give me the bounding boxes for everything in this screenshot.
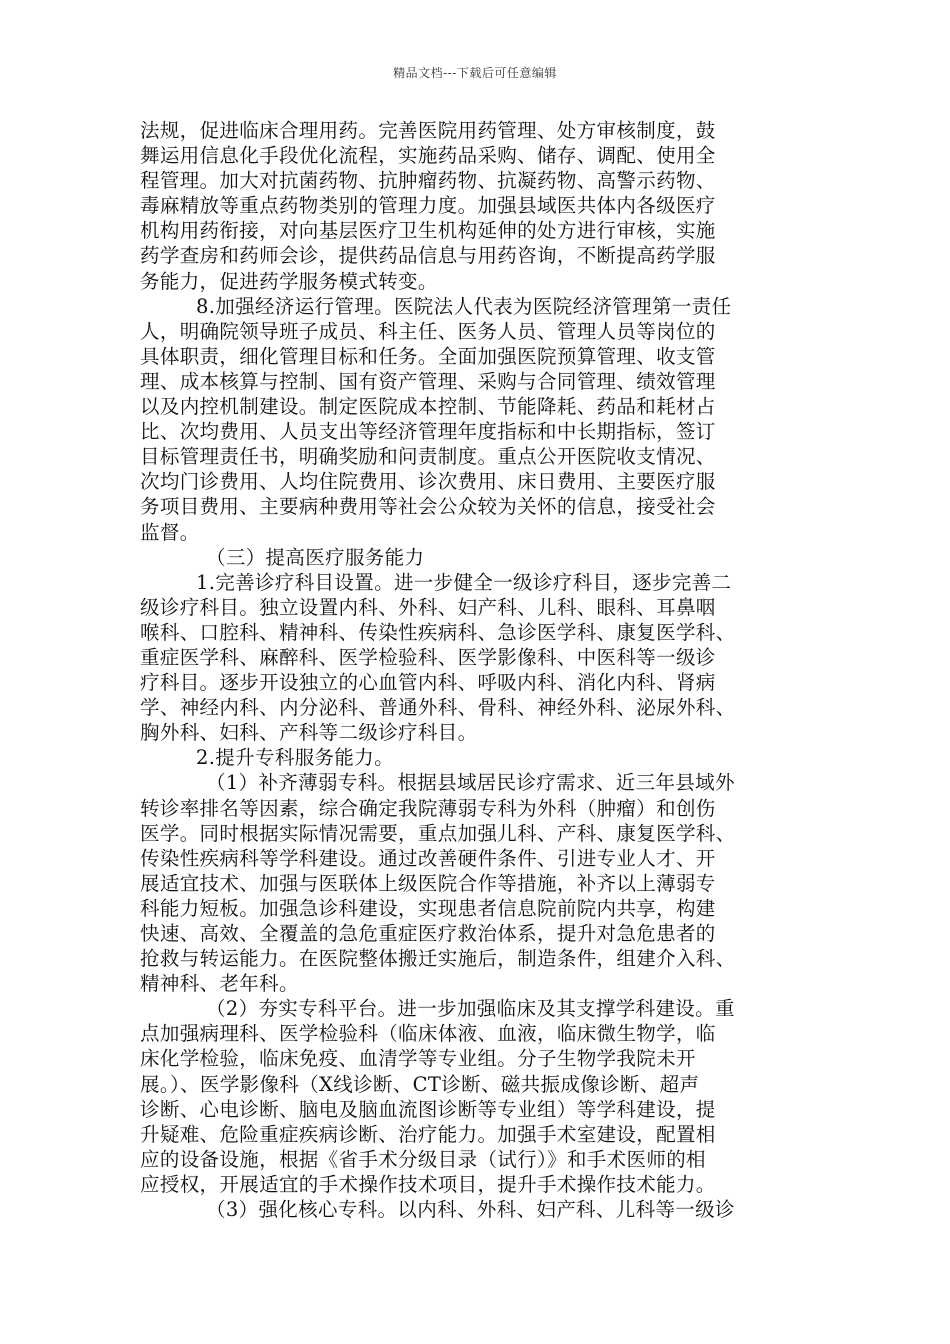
text-line: 比、次均费用、人员支出等经济管理年度指标和中长期指标，签订: [140, 420, 716, 444]
text-line: 转诊率排名等因素，综合确定我院薄弱专科为外科（肿瘤）和创伤: [140, 796, 716, 820]
text-line: 医学。同时根据实际情况需要，重点加强儿科、产科、康复医学科、: [140, 821, 736, 845]
text-line: （三）提高医疗服务能力: [206, 545, 425, 569]
text-line: 科能力短板。加强急诊科建设，实现患者信息院前院内共享，构建: [140, 896, 716, 920]
text-line: 抢救与转运能力。在医院整体搬迁实施后，制造条件，组建介入科、: [140, 947, 736, 971]
text-line: 应的设备设施，根据《省手术分级目录（试行）》和手术医师的相: [140, 1147, 706, 1171]
text-line: 应授权，开展适宜的手术操作技术项目，提升手术操作技术能力。: [140, 1172, 716, 1196]
document-body: [140, 118, 826, 1222]
text-line: 精神科、老年科。: [140, 972, 299, 996]
text-line: 监督。: [140, 520, 200, 544]
text-line: 学、神经内科、内分泌科、普通外科、骨科、神经外科、泌尿外科、: [140, 696, 736, 720]
text-line: （1）补齐薄弱专科。根据县域居民诊疗需求、近三年县域外: [206, 771, 735, 795]
text-line: 务能力，促进药学服务模式转变。: [140, 269, 438, 293]
page-header: 精品文档---下载后可任意编辑: [393, 66, 557, 80]
text-line: 务项目费用、主要病种费用等社会公众较为关怀的信息，接受社会: [140, 495, 716, 519]
text-line: 点加强病理科、医学检验科（临床体液、血液，临床微生物学，临: [140, 1022, 716, 1046]
text-line: 诊断、心电诊断、脑电及脑血流图诊断等专业组）等学科建设，提: [140, 1097, 716, 1121]
text-line: 快速、高效、全覆盖的急危重症医疗救治体系，提升对急危患者的: [140, 922, 716, 945]
text-line: 以及内控机制建设。制定医院成本控制、节能降耗、药品和耗材占: [140, 395, 716, 419]
text-line: 传染性疾病科等学科建设。通过改善硬件条件、引进专业人才、开: [140, 846, 716, 870]
text-line: 床化学检验，临床免疫、血清学等专业组。分子生物学我院未开: [140, 1047, 696, 1071]
text-line: （2）夯实专科平台。进一步加强临床及其支撑学科建设。重: [206, 997, 735, 1021]
text-line: 机构用药衔接，对向基层医疗卫生机构延伸的处方进行审核，实施: [140, 219, 716, 243]
text-line: 毒麻精放等重点药物类别的管理力度。加强县域医共体内各级医疗: [140, 194, 716, 218]
text-line: 程管理。加大对抗菌药物、抗肿瘤药物、抗凝药物、高警示药物、: [140, 169, 716, 193]
text-line: 2.提升专科服务能力。: [196, 746, 394, 770]
text-line: 升疑难、危险重症疾病诊断、治疗能力。加强手术室建设，配置相: [140, 1122, 716, 1146]
text-line: 8.加强经济运行管理。医院法人代表为医院经济管理第一责任: [196, 294, 732, 318]
text-line: 展适宜技术、加强与医联体上级医院合作等措施，补齐以上薄弱专: [140, 871, 716, 895]
text-line: 舞运用信息化手段优化流程，实施药品采购、储存、调配、使用全: [140, 144, 716, 168]
text-line: 重症医学科、麻醉科、医学检验科、医学影像科、中医科等一级诊: [140, 645, 716, 669]
text-line: 药学查房和药师会诊，提供药品信息与用药咨询，不断提高药学服: [140, 244, 716, 268]
text-line: （3）强化核心专科。以内科、外科、妇产科、儿科等一级诊: [206, 1198, 735, 1222]
text-line: 次均门诊费用、人均住院费用、诊次费用、床日费用、主要医疗服: [140, 470, 716, 494]
text-line: 理、成本核算与控制、国有资产管理、采购与合同管理、绩效管理: [140, 369, 716, 393]
text-line: 疗科目。逐步开设独立的心血管内科、呼吸内科、消化内科、肾病: [140, 671, 716, 695]
text-line: 目标管理责任书，明确奖励和问责制度。重点公开医院收支情况、: [140, 445, 716, 469]
text-line: 展。）、医学影像科（X线诊断、CT诊断、磁共振成像诊断、超声: [140, 1072, 700, 1096]
text-line: 1.完善诊疗科目设置。进一步健全一级诊疗科目，逐步完善二: [196, 570, 732, 594]
text-line: 人，明确院领导班子成员、科主任、医务人员、管理人员等岗位的: [140, 319, 716, 343]
text-line: 法规，促进临床合理用药。完善医院用药管理、处方审核制度，鼓: [140, 119, 716, 142]
text-line: 胸外科、妇科、产科等二级诊疗科目。: [140, 721, 478, 745]
text-line: 具体职责，细化管理目标和任务。全面加强医院预算管理、收支管: [140, 344, 716, 368]
text-line: 级诊疗科目。独立设置内科、外科、妇产科、儿科、眼科、耳鼻咽: [140, 595, 716, 619]
text-line: 喉科、口腔科、精神科、传染性疾病科、急诊医学科、康复医学科、: [140, 620, 736, 644]
